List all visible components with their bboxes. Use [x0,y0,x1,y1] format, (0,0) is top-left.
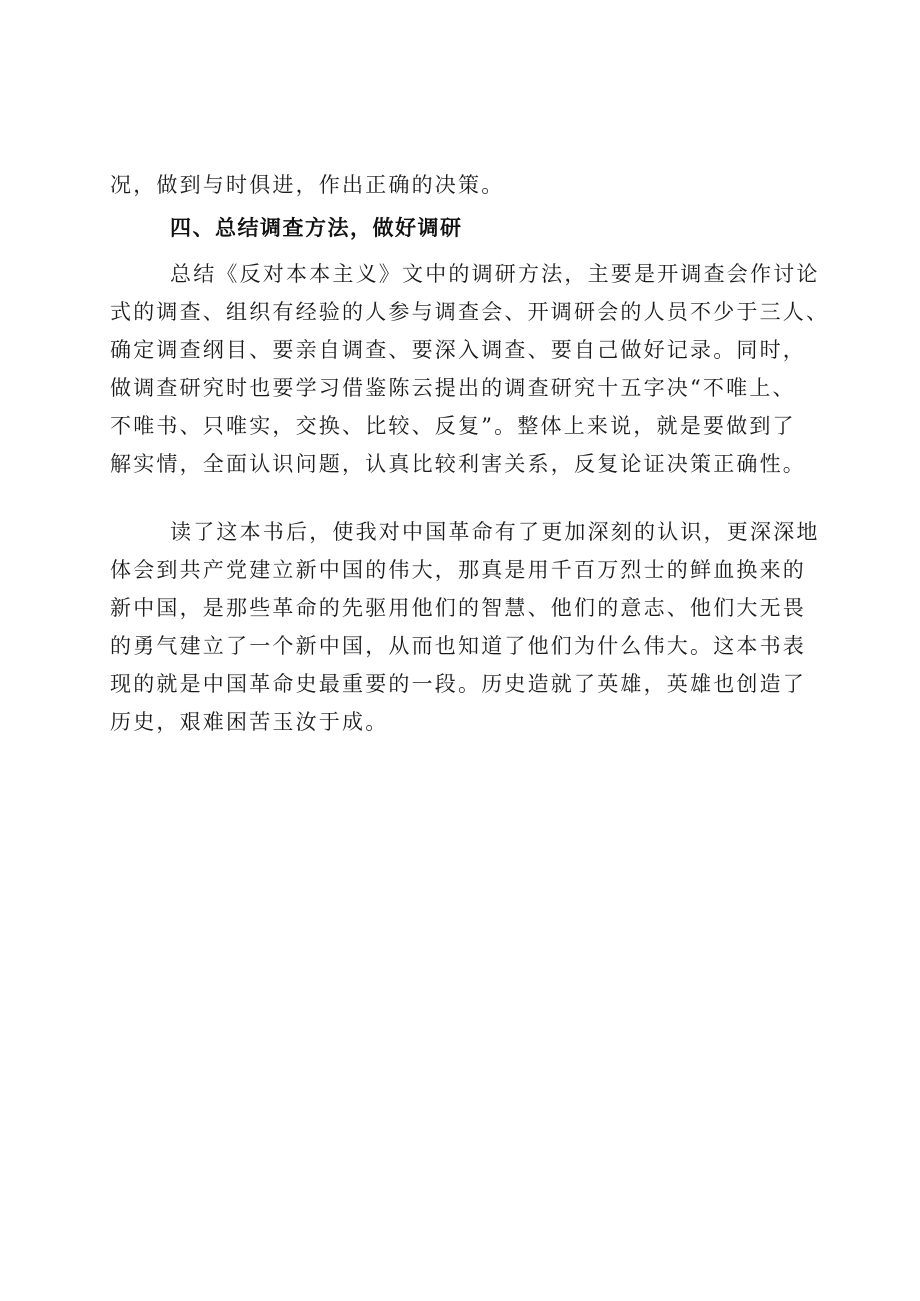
paragraph-research-methods [110,255,830,483]
section-heading: 四、总结调查方法，做好调研 [170,216,463,240]
paragraph-line: 做调查研究时也要学习借鉴陈云提出的调查研究十五字决“不唯上、 [110,376,796,400]
paragraph-line: 读了这本书后，使我对中国革命有了更加深刻的认识，更深深地 [170,520,820,544]
paragraph-line: 式的调查、组织有经验的人参与调查会、开调研会的人员不少于三人、 [110,300,830,324]
paragraph-reflection [110,513,830,741]
paragraph-line: 确定调查纲目、要亲自调查、要深入调查、要自己做好记录。同时， [110,338,806,362]
paragraph-line: 总结《反对本本主义》文中的调研方法，主要是开调查会作讨论 [170,262,820,286]
paragraph-line: 体会到共产党建立新中国的伟大，那真是用千百万烈士的鲜血换来的 [110,558,806,582]
continuation-paragraph [110,166,830,204]
paragraph-line: 况，做到与时俱进，作出正确的决策。 [110,173,505,197]
paragraph-line: 新中国，是那些革命的先驱用他们的智慧、他们的意志、他们大无畏 [110,596,806,620]
paragraph-line: 不唯书、只唯实，交换、比较、反复”。整体上来说，就是要做到了 [110,414,796,438]
paragraph-line: 的勇气建立了一个新中国，从而也知道了他们为什么伟大。这本书表 [110,634,806,658]
paragraph-line: 解实情，全面认识问题，认真比较利害关系，反复论证决策正确性。 [110,452,806,476]
paragraph-line: 现的就是中国革命史最重要的一段。历史造就了英雄，英雄也创造了 [110,672,806,696]
paragraph-line: 历史，艰难困苦玉汝于成。 [110,710,389,734]
